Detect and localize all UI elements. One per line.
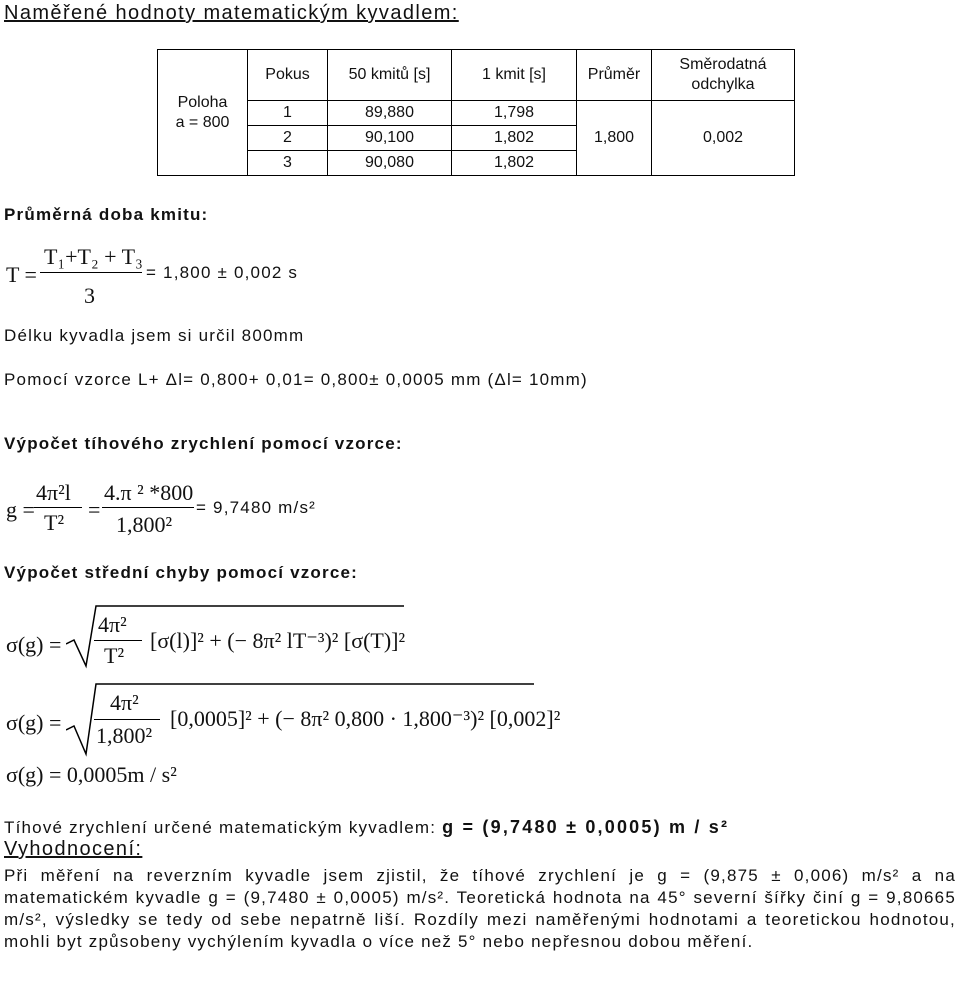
- cell-pokus: 3: [248, 151, 328, 176]
- sigma2-terms: [0,0005]² + (− 8π² 0,800 · 1,800⁻³)² [0,002]²: [170, 706, 561, 731]
- cell-odchylka: 0,002: [652, 101, 795, 176]
- g-formula-result: = 9,7480 m/s²: [196, 498, 317, 517]
- sigma2-frac-den: 1,800²: [96, 723, 153, 748]
- avg-formula-denominator: 3: [84, 283, 95, 308]
- header-pokus: Pokus: [248, 50, 328, 101]
- g-formula-num1: 4π²l: [36, 480, 71, 505]
- avg-period-heading: Průměrná doba kmitu:: [4, 205, 209, 224]
- cell-1-kmit: 1,802: [452, 151, 577, 176]
- position-value: a = 800: [175, 113, 230, 131]
- header-odchylka: [652, 50, 795, 101]
- error-heading: Výpočet střední chyby pomocí vzorce:: [4, 563, 359, 582]
- cell-50-kmitu: 90,100: [328, 126, 452, 151]
- cell-pokus: 1: [248, 101, 328, 126]
- result-value: g = (9,7480 ± 0,0005) m / s²: [442, 817, 730, 837]
- formula-line: Pomocí vzorce L+ Δl= 0,800+ 0,01= 0,800± 0,0005 mm (Δl= 10mm): [4, 370, 588, 389]
- sigma1-frac-bar: [94, 640, 142, 641]
- cell-1-kmit: 1,802: [452, 126, 577, 151]
- sigma1-frac-den: T²: [104, 643, 125, 668]
- g-formula-eq: =: [88, 497, 101, 522]
- sigma1-lhs: σ(g) =: [6, 632, 62, 657]
- g-formula-bar1: [34, 507, 82, 508]
- header-prumer: Průměr: [577, 50, 652, 101]
- result-label: Tíhové zrychlení určené matematickým kyvadlem:: [4, 818, 437, 837]
- cell-50-kmitu: 90,080: [328, 151, 452, 176]
- sigma1-frac-num: 4π²: [98, 612, 127, 637]
- cell-prumer: 1,800: [577, 101, 652, 176]
- sigma1-terms: [σ(l)]² + (− 8π² lT⁻³)² [σ(T)]²: [150, 628, 406, 653]
- header-1-kmit: 1 kmit [s]: [452, 50, 577, 101]
- g-formula-bar2: [102, 507, 194, 508]
- evaluation-paragraph: Při měření na reverzním kyvadle jsem zjistil, že tíhové zrychlení je g = (9,875 ± 0,006) m/s² a na matematickém kyvadle g = (9,7480 ± 0,0005) m/s². Teoretická hodnota na 45° severní šířky činí g = 9,80665 m/s², výsledky se tedy od sebe nepatrně liší. Rozdíly mezi naměřenými hodnotami a teoretickou hodnotou, mohli byt způsobeny vychýlením kyvadla o více než 5° nebo nepřesnou dobou měření.: [4, 866, 956, 951]
- g-formula-num2: 4.π ² *800: [104, 480, 194, 505]
- table-row: [158, 101, 795, 126]
- cell-50-kmitu: 89,880: [328, 101, 452, 126]
- avg-formula-fraction-bar: [40, 272, 142, 273]
- sigma2-frac-bar: [94, 719, 160, 720]
- sigma-result: σ(g) = 0,0005m / s²: [6, 762, 177, 787]
- result-line: [4, 817, 729, 838]
- cell-1-kmit: 1,798: [452, 101, 577, 126]
- cell-pokus: 2: [248, 126, 328, 151]
- header-odchylka-line2: odchylka: [691, 76, 755, 93]
- sigma2-lhs: σ(g) =: [6, 710, 62, 735]
- evaluation-heading: Vyhodnocení:: [4, 838, 143, 860]
- length-line: Délku kyvadla jsem si určil 800mm: [4, 326, 305, 345]
- header-50-kmitu: 50 kmitů [s]: [328, 50, 452, 101]
- avg-formula-result: = 1,800 ± 0,002 s: [146, 263, 299, 282]
- position-cell: [158, 50, 248, 176]
- sigma2-frac-num: 4π²: [110, 690, 139, 715]
- g-formula-lhs: g =: [6, 497, 35, 522]
- g-formula-den1: T²: [44, 510, 65, 535]
- page-heading: Naměřené hodnoty matematickým kyvadlem:: [4, 2, 459, 24]
- measurement-table: [157, 49, 795, 176]
- g-heading: Výpočet tíhového zrychlení pomocí vzorce:: [4, 434, 403, 453]
- avg-formula-lhs: T =: [6, 262, 37, 287]
- g-formula-den2: 1,800²: [116, 512, 173, 537]
- header-odchylka-line1: Směrodatná: [679, 56, 767, 73]
- position-label: Poloha: [177, 93, 228, 111]
- avg-formula-numerator: T₁+T₂ + T₃: [44, 244, 143, 269]
